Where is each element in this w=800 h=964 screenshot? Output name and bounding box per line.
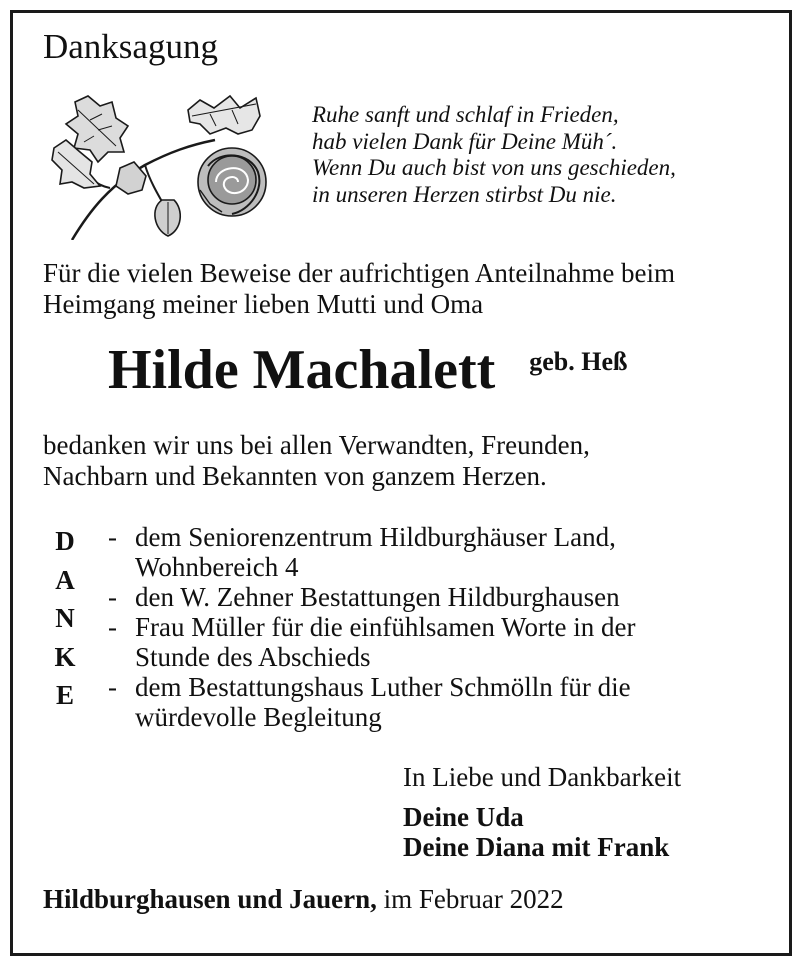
list-item-line: Stunde des Abschieds <box>135 642 371 672</box>
thanks-line: bedanken wir uns bei allen Verwandten, Freunden, <box>43 430 590 460</box>
list-item-line: Wohnbereich 4 <box>135 552 299 582</box>
signer: Deine Uda <box>403 802 524 832</box>
danke-letter: A <box>55 564 75 595</box>
place-and-date <box>43 884 564 915</box>
signer: Deine Diana mit Frank <box>403 832 670 862</box>
thanks-text <box>43 430 590 492</box>
list-item-line: Frau Müller für die einfühlsamen Worte in der <box>135 612 636 642</box>
birth-name: geb. Heß <box>529 347 628 376</box>
list-item-line: dem Seniorenzentrum Hildburghäuser Land, <box>135 522 616 552</box>
thanks-list <box>108 522 635 732</box>
list-item <box>108 672 635 732</box>
poem-line: Wenn Du auch bist von uns geschieden, <box>312 155 676 180</box>
intro-text <box>43 258 675 320</box>
list-item-line: den W. Zehner Bestattungen Hildburghausen <box>135 582 620 612</box>
danke-letter: N <box>55 603 75 633</box>
intro-line: Für die vielen Beweise der aufrichtigen Anteilnahme beim <box>43 258 676 288</box>
danke-letter: K <box>54 641 76 672</box>
deceased-name: Hilde Machalett <box>108 339 496 401</box>
danke-letter: E <box>55 680 74 710</box>
notice-heading: Danksagung <box>43 27 218 66</box>
poem-line: in unseren Herzen stirbst Du nie. <box>312 181 617 207</box>
date: im Februar 2022 <box>383 884 564 914</box>
poem-line: hab vielen Dank für Deine Müh´. <box>312 128 618 154</box>
danke-letter: D <box>55 526 75 556</box>
danke-vertical-word <box>45 522 85 715</box>
list-dash: - <box>108 612 117 642</box>
list-dash: - <box>108 522 117 552</box>
list-item <box>108 582 635 612</box>
rose-illustration <box>50 90 275 240</box>
thanks-line: Nachbarn und Bekannten von ganzem Herzen. <box>43 461 547 491</box>
list-item <box>108 522 635 582</box>
deceased-name-row <box>108 338 627 402</box>
list-dash: - <box>108 582 117 612</box>
poem-line: Ruhe sanft und schlaf in Frieden, <box>312 102 619 127</box>
list-dash: - <box>108 672 117 702</box>
closing-phrase: In Liebe und Dankbarkeit <box>403 762 682 792</box>
memorial-poem <box>312 102 676 208</box>
place: Hildburghausen und Jauern, <box>43 884 377 914</box>
intro-line: Heimgang meiner lieben Mutti und Oma <box>43 289 484 319</box>
list-item-line: dem Bestattungshaus Luther Schmölln für die <box>135 672 631 702</box>
list-item <box>108 612 635 672</box>
list-item-line: würdevolle Begleitung <box>135 702 382 732</box>
